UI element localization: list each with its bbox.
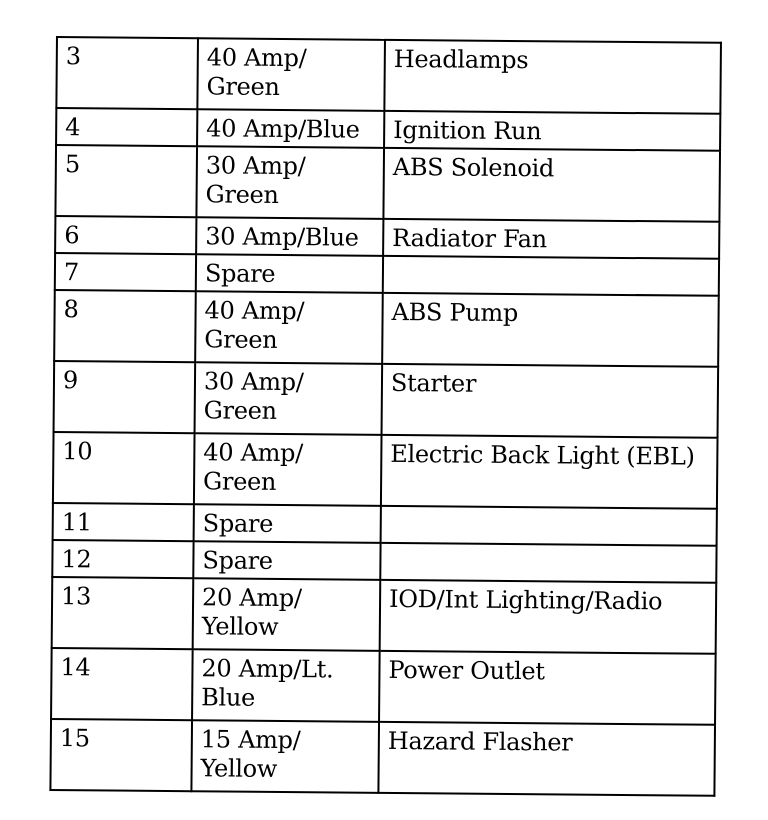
fuse-rating-cell bbox=[196, 217, 383, 256]
table-row bbox=[53, 503, 717, 546]
circuit-name: Headlamps bbox=[393, 44, 529, 75]
circuit-name: IOD/Int Lighting/Radio bbox=[388, 584, 663, 616]
fuse-rating-cell bbox=[195, 362, 383, 435]
circuit-cell bbox=[383, 219, 719, 259]
fuse-rating-cell bbox=[197, 109, 384, 148]
fuse-rating: 15 Amp/ Yellow bbox=[200, 725, 301, 783]
fuse-rating: Spare bbox=[202, 509, 274, 538]
circuit-cell bbox=[381, 506, 717, 546]
table-row bbox=[55, 145, 720, 222]
circuit-name: Electric Back Light (EBL) bbox=[390, 439, 695, 471]
circuit-cell bbox=[380, 580, 717, 654]
fuse-rating: 30 Amp/ Green bbox=[203, 367, 304, 425]
fuse-number: 14 bbox=[60, 653, 91, 682]
circuit-cell bbox=[382, 293, 719, 367]
fuse-number-cell bbox=[51, 648, 193, 720]
fuse-number: 6 bbox=[64, 221, 80, 250]
table-row bbox=[55, 216, 719, 259]
circuit-name: Hazard Flasher bbox=[387, 726, 573, 757]
circuit-name: ABS Solenoid bbox=[392, 152, 555, 183]
fuse-table-container bbox=[49, 36, 720, 797]
circuit-cell bbox=[381, 435, 718, 509]
fuse-rating: Spare bbox=[202, 546, 273, 575]
fuse-number: 4 bbox=[65, 113, 81, 142]
fuse-number: 3 bbox=[65, 42, 81, 71]
table-row bbox=[56, 108, 720, 151]
circuit-cell bbox=[383, 256, 719, 296]
fuse-rating: Spare bbox=[204, 259, 276, 288]
fuse-rating: 40 Amp/ Green bbox=[206, 43, 307, 101]
circuit-cell bbox=[379, 651, 716, 725]
table-row bbox=[50, 719, 715, 796]
fuse-rating: 30 Amp/ Green bbox=[205, 151, 306, 209]
fuse-rating-cell bbox=[197, 38, 385, 111]
fuse-rating-cell bbox=[196, 146, 384, 219]
fuse-number-cell bbox=[52, 540, 193, 578]
fuse-number: 11 bbox=[61, 508, 92, 537]
fuse-number: 10 bbox=[62, 437, 93, 466]
fuse-number-cell bbox=[55, 253, 196, 291]
fuse-number: 15 bbox=[59, 724, 90, 753]
table-row bbox=[53, 432, 718, 509]
fuse-rating: 30 Amp/Blue bbox=[205, 222, 359, 252]
circuit-cell bbox=[384, 40, 721, 114]
fuse-number-cell bbox=[55, 145, 197, 217]
circuit-cell bbox=[380, 543, 716, 583]
fuse-number-cell bbox=[54, 290, 196, 362]
fuse-number-cell bbox=[53, 503, 194, 541]
fuse-table-body bbox=[50, 37, 721, 796]
circuit-name: Radiator Fan bbox=[392, 223, 548, 254]
fuse-number-cell bbox=[52, 577, 194, 649]
table-row bbox=[51, 648, 716, 725]
fuse-rating: 20 Amp/Lt. Blue bbox=[201, 654, 334, 712]
fuse-number: 13 bbox=[60, 582, 92, 611]
table-row bbox=[54, 290, 719, 367]
circuit-name: ABS Pump bbox=[391, 297, 519, 328]
circuit-cell bbox=[383, 148, 720, 222]
fuse-rating-cell bbox=[196, 254, 383, 293]
fuse-rating: 20 Amp/ Yellow bbox=[201, 583, 302, 641]
circuit-name: Starter bbox=[390, 368, 477, 398]
circuit-name: Ignition Run bbox=[393, 115, 542, 146]
table-row bbox=[52, 577, 717, 654]
fuse-rating: 40 Amp/ Green bbox=[204, 296, 305, 354]
table-row bbox=[56, 37, 721, 114]
circuit-name bbox=[390, 511, 708, 514]
circuit-cell bbox=[384, 111, 720, 151]
table-row bbox=[54, 361, 719, 438]
fuse-number-cell bbox=[56, 108, 197, 146]
fuse-rating-cell bbox=[194, 433, 382, 506]
circuit-cell bbox=[378, 722, 715, 796]
fuse-number-cell bbox=[56, 37, 198, 109]
fuse-rating-cell bbox=[193, 541, 380, 580]
circuit-name bbox=[392, 261, 710, 264]
fuse-number-cell bbox=[50, 719, 192, 791]
fuse-number-cell bbox=[53, 432, 195, 504]
circuit-cell bbox=[382, 364, 719, 438]
table-row bbox=[55, 253, 719, 296]
fuse-rating-cell bbox=[192, 649, 380, 722]
fuse-rating-cell bbox=[194, 504, 381, 543]
circuit-name: Power Outlet bbox=[388, 655, 545, 686]
fuse-number: 7 bbox=[63, 258, 80, 287]
fuse-number-cell bbox=[54, 361, 196, 433]
fuse-number: 5 bbox=[64, 150, 80, 179]
fuse-number: 12 bbox=[61, 545, 92, 574]
fuse-table bbox=[49, 36, 722, 797]
fuse-number: 9 bbox=[62, 366, 79, 395]
fuse-rating: 40 Amp/ Green bbox=[202, 438, 304, 496]
fuse-number-cell bbox=[55, 216, 196, 254]
fuse-rating-cell bbox=[191, 720, 379, 793]
fuse-rating-cell bbox=[193, 578, 381, 651]
fuse-rating-cell bbox=[195, 291, 383, 364]
table-row bbox=[52, 540, 716, 583]
fuse-rating: 40 Amp/Blue bbox=[206, 114, 360, 144]
fuse-number: 8 bbox=[63, 295, 79, 324]
circuit-name bbox=[390, 548, 708, 551]
